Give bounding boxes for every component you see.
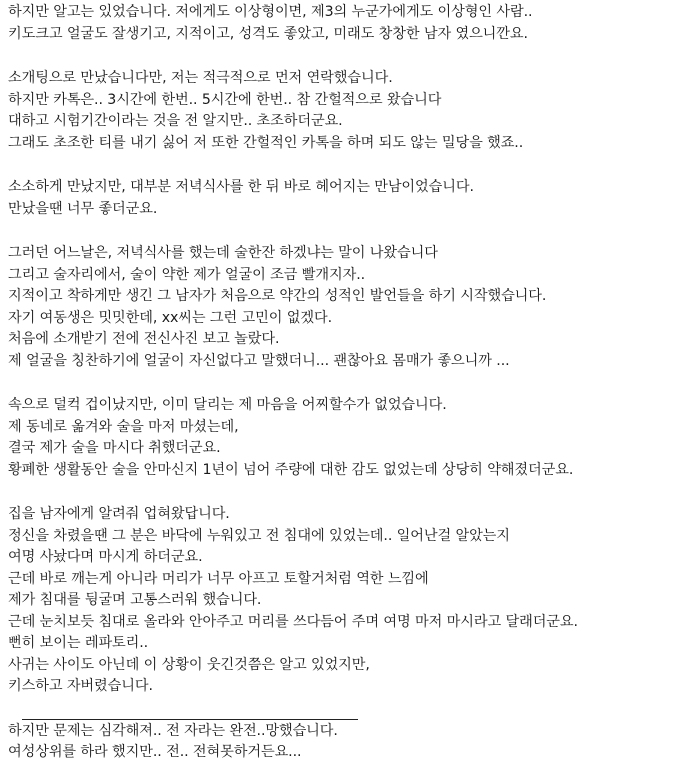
paragraph <box>8 395 700 481</box>
text-line: 집을 남자에게 알려줘 업혀왔답니다. <box>8 506 230 522</box>
text-line: 정신을 차렸을땐 그 분은 바닥에 누워있고 전 침대에 있었는데.. 일어난걸 알았는지 <box>8 527 510 544</box>
text-line: 그러던 어느날은, 저녁식사를 했는데 술한잔 하겠냐는 말이 나왔습니다 <box>8 245 438 261</box>
text-line: 하지만 알고는 있었습니다. 저에게도 이상형이면, 제3의 누군가에게도 이상형인 사람.. <box>8 4 533 20</box>
text-line: 키도크고 얼굴도 잘생기고, 지적이고, 성격도 좋았고, 미래도 창창한 남자 였으니깐요. <box>8 25 528 42</box>
text-line: 제 동네로 옮겨와 술을 마저 마셨는데, <box>8 418 239 435</box>
text-line: 황폐한 생활동안 술을 안마신지 1년이 넘어 주량에 대한 감도 없었는데 상당히 약해졌더군요. <box>8 461 574 478</box>
paragraph <box>8 243 700 372</box>
paragraph <box>8 504 700 698</box>
text-line: 처음에 소개받기 전에 전신사진 보고 놀랐다. <box>8 331 280 347</box>
text-line: 여성상위를 하라 했지만.. 전.. 전혀못하거든요... <box>8 744 302 760</box>
text-line: 속으로 덜컥 겁이났지만, 이미 달리는 제 마음을 어찌할수가 없었습니다. <box>8 397 447 413</box>
text-line: 사귀는 사이도 아닌데 이 상황이 웃긴것쯤은 알고 있었지만, <box>8 656 370 673</box>
text-line: 여명 사놨다며 마시게 하더군요. <box>8 549 203 565</box>
text-line: 근데 바로 깨는게 아니라 머리가 너무 아프고 토할거처럼 역한 느낌에 <box>8 570 429 587</box>
text-line: 하지만 문제는 심각해져.. 전 자라는 완전..망했습니다. <box>8 722 338 739</box>
text-line: 뻔히 보이는 레파토리.. <box>8 635 149 651</box>
paragraph <box>8 68 700 154</box>
text-line: 제가 침대를 뒹굴며 고통스러워 했습니다. <box>8 592 262 608</box>
text-line: 소개팅으로 만났습니다만, 저는 적극적으로 먼저 연락했습니다. <box>8 70 393 86</box>
paragraph <box>8 721 700 764</box>
text-line: 대하고 시험기간이라는 것을 전 알지만.. 초조하더군요. <box>8 113 343 129</box>
paragraph <box>8 177 700 220</box>
text-line: 그래도 초조한 티를 내기 싫어 저 또한 간헐적인 카톡을 하며 되도 않는 밀당을 했죠.. <box>8 134 524 151</box>
text-line: 만났을땐 너무 좋더군요. <box>8 200 158 217</box>
text-line: 하지만 카톡은.. 3시간에 한번.. 5시간에 한번.. 참 간헐적으로 왔습니다 <box>8 91 442 108</box>
text-line: 그리고 술자리에서, 술이 약한 제가 얼굴이 조금 빨개지자.. <box>8 266 366 283</box>
text-line: 제 얼굴을 칭찬하기에 얼굴이 자신없다고 말했더니... 괜찮아요 몸매가 좋으니까 ... <box>8 352 510 369</box>
text-line: 근데 눈치보듯 침대로 올라와 안아주고 머리를 쓰다듬어 주며 여명 마저 마시라고 달래더군요. <box>8 613 578 630</box>
paragraph <box>8 2 700 45</box>
text-line: 키스하고 자버렸습니다. <box>8 678 153 694</box>
text-line: 결국 제가 술을 마시다 취했더군요. <box>8 440 221 456</box>
text-line: 소소하게 만났지만, 대부분 저녁식사를 한 뒤 바로 헤어지는 만남이었습니다. <box>8 179 474 195</box>
text-line: 자기 여동생은 밋밋한데, xx씨는 그런 고민이 없겠다. <box>8 309 332 326</box>
text-line: 지적이고 착하게만 생긴 그 남자가 처음으로 약간의 성적인 발언들을 하기 시작했습니다. <box>8 288 547 304</box>
divider <box>22 719 358 720</box>
